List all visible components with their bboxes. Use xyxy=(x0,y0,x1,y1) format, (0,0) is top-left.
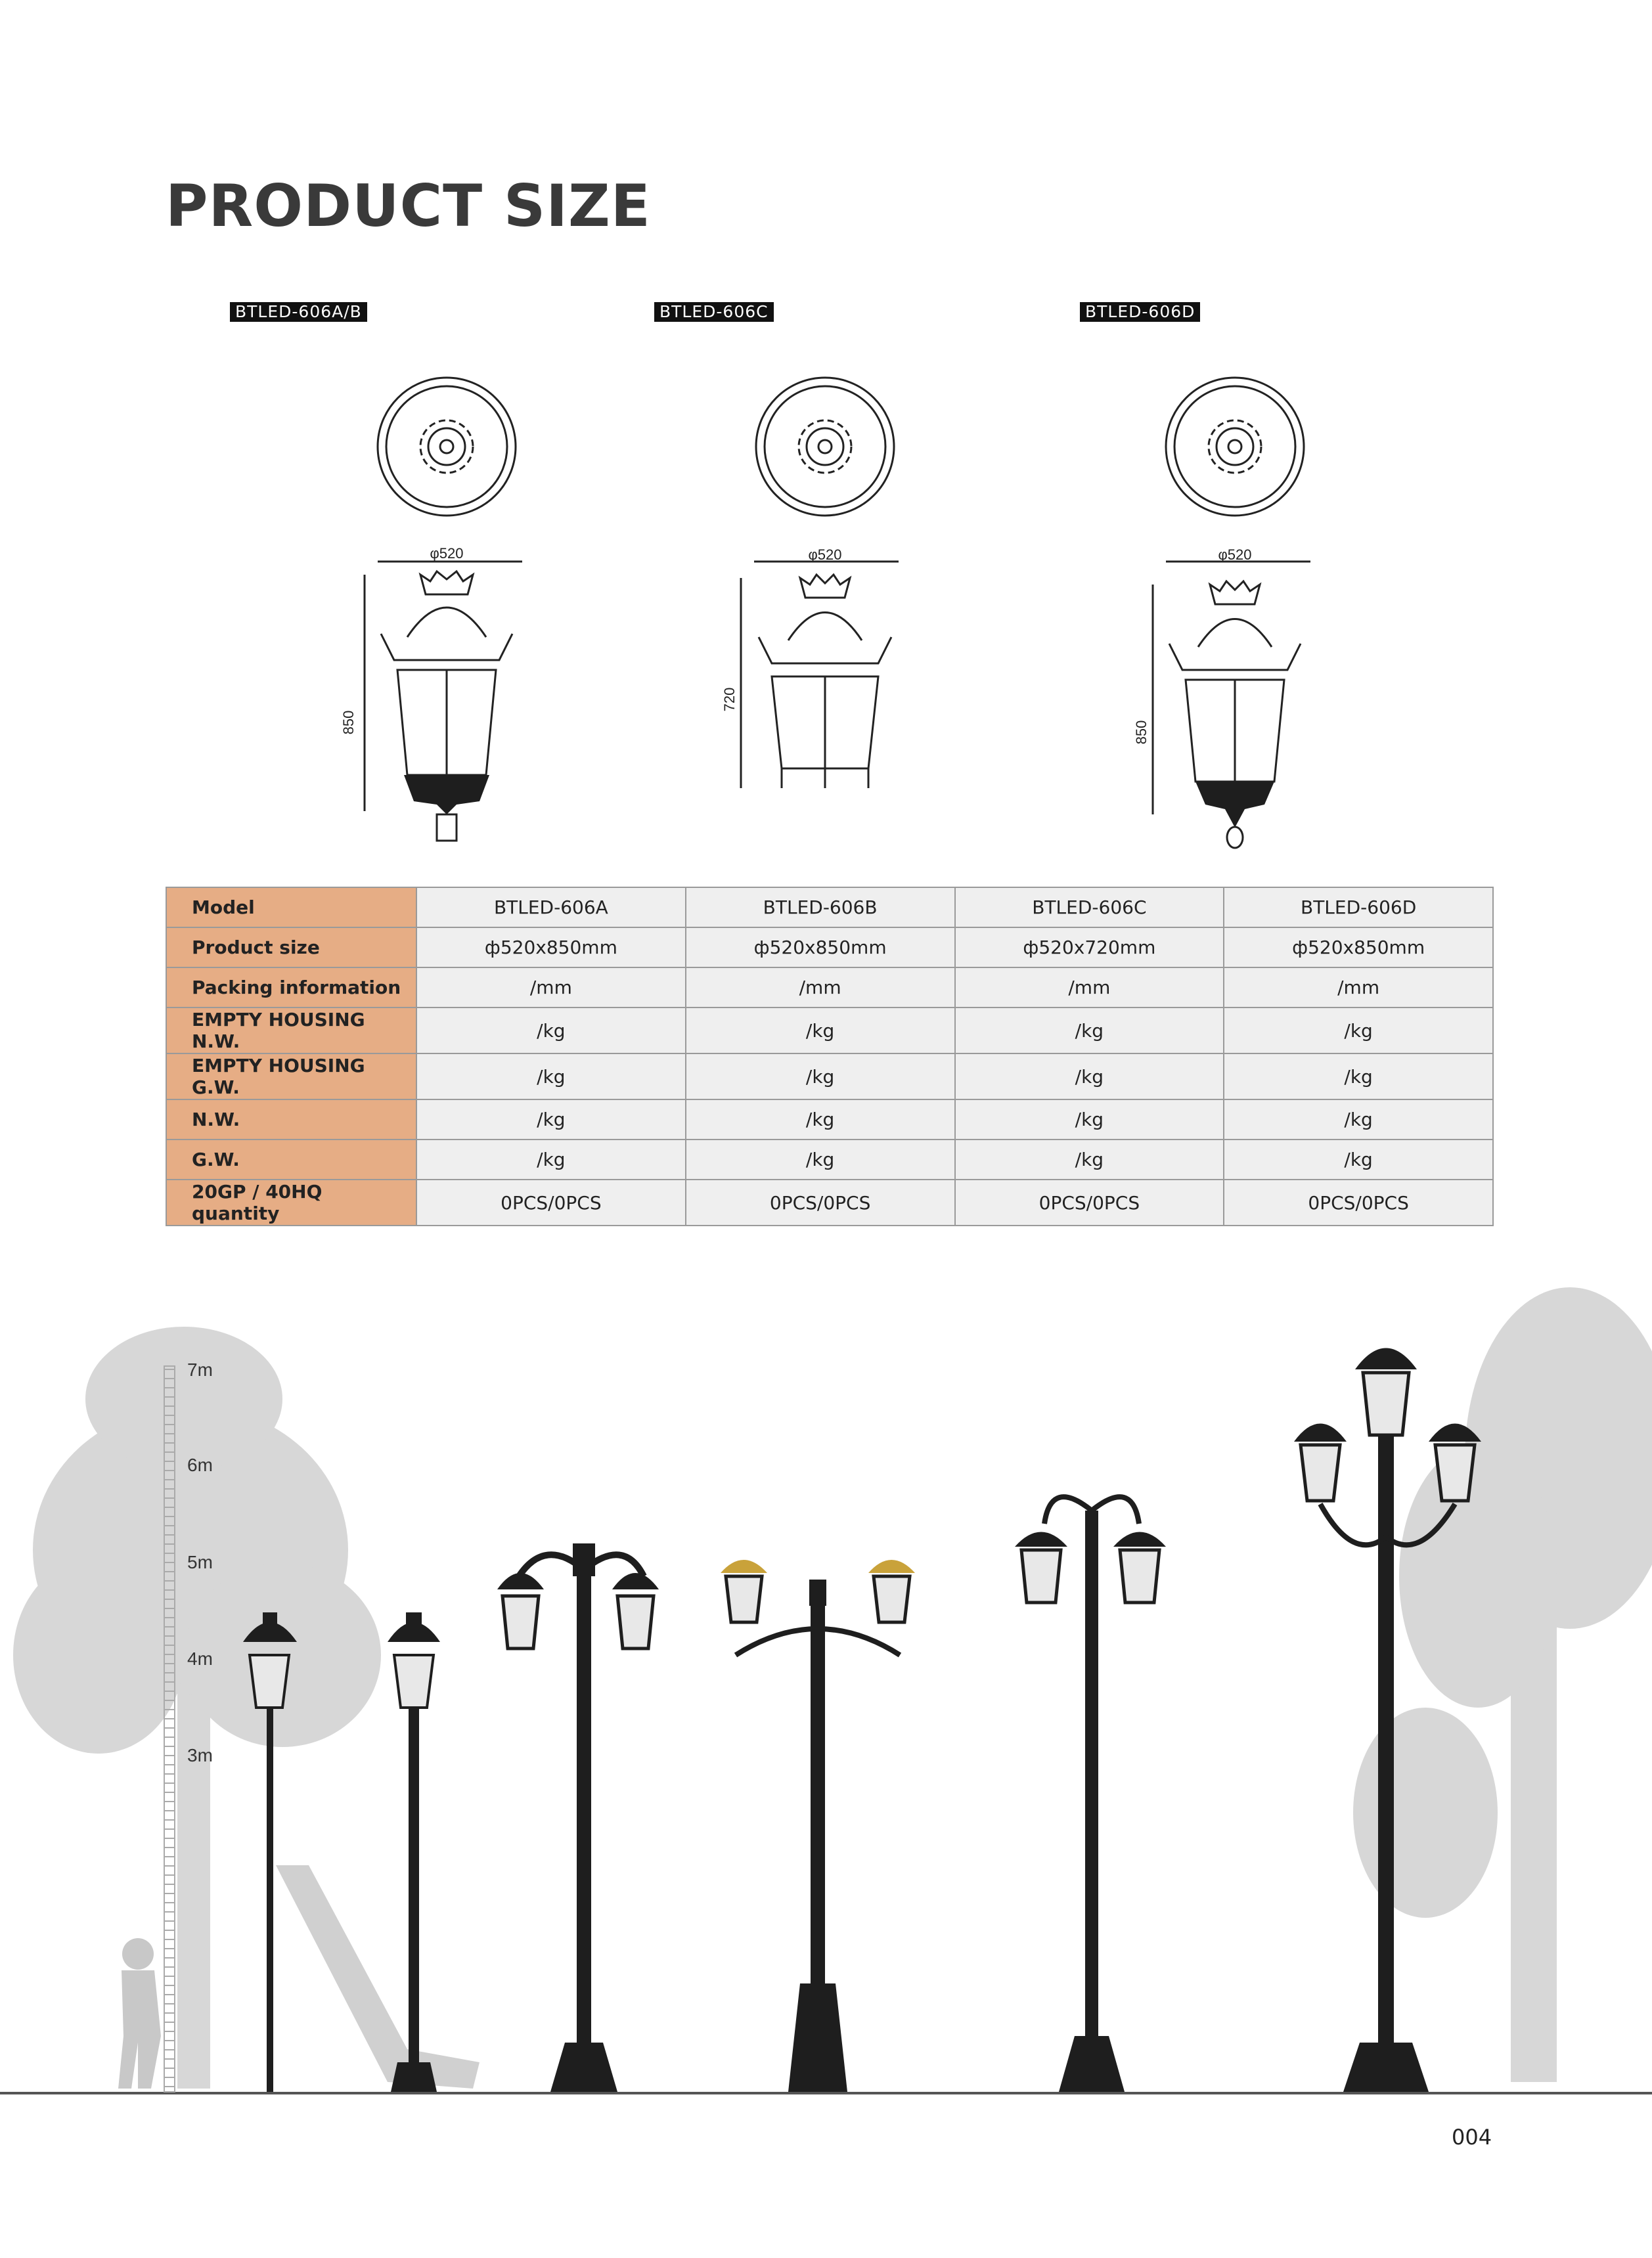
pole-double-black xyxy=(497,1543,659,2092)
diameter-label-606d: φ520 xyxy=(1218,546,1252,563)
top-view-outer xyxy=(378,378,516,516)
row-header: G.W. xyxy=(166,1140,416,1180)
table-cell: /mm xyxy=(955,967,1224,1007)
table-cell: ф520x850mm xyxy=(1224,927,1493,967)
scale-label-3m: 3m xyxy=(187,1745,213,1765)
table-cell: /kg xyxy=(416,1053,686,1099)
table-row xyxy=(166,1140,1493,1180)
model-tag-606d: BTLED-606D xyxy=(1080,302,1200,322)
scale-label-5m: 5m xyxy=(187,1552,213,1572)
scale-label-4m: 4m xyxy=(187,1649,213,1669)
row-header: EMPTY HOUSING N.W. xyxy=(166,1007,416,1053)
lamp-drawing-606ab xyxy=(342,368,539,854)
row-header: 20GP / 40HQ quantity xyxy=(166,1180,416,1226)
table-cell: /mm xyxy=(416,967,686,1007)
row-header: Packing information xyxy=(166,967,416,1007)
spec-table xyxy=(166,887,1494,1226)
model-tag-606ab: BTLED-606A/B xyxy=(230,302,367,322)
table-row xyxy=(166,927,1493,967)
table-cell: /kg xyxy=(1224,1099,1493,1140)
table-cell: BTLED-606C xyxy=(955,887,1224,927)
page-number: 004 xyxy=(1452,2125,1492,2150)
table-cell: /kg xyxy=(955,1099,1224,1140)
table-cell: /kg xyxy=(955,1053,1224,1099)
child-silhouette xyxy=(118,1938,161,2089)
row-header: EMPTY HOUSING G.W. xyxy=(166,1053,416,1099)
table-row xyxy=(166,1099,1493,1140)
pole-single xyxy=(388,1612,440,2092)
diameter-label-606c: φ520 xyxy=(808,546,842,563)
table-cell: ф520x850mm xyxy=(416,927,686,967)
table-cell: /kg xyxy=(686,1099,955,1140)
table-cell: /kg xyxy=(686,1053,955,1099)
table-cell: ф520x850mm xyxy=(686,927,955,967)
table-cell: /kg xyxy=(955,1007,1224,1053)
height-comparison-scene xyxy=(0,1287,1652,2102)
table-cell: /mm xyxy=(686,967,955,1007)
table-row xyxy=(166,887,1493,927)
row-header: N.W. xyxy=(166,1099,416,1140)
table-row xyxy=(166,1007,1493,1053)
table-cell: /kg xyxy=(416,1007,686,1053)
table-cell: /kg xyxy=(416,1099,686,1140)
height-label-606d: 850 xyxy=(1133,720,1150,745)
table-cell: /kg xyxy=(686,1140,955,1180)
slide xyxy=(276,1865,480,2089)
table-cell: /kg xyxy=(686,1007,955,1053)
table-cell: BTLED-606A xyxy=(416,887,686,927)
table-cell: 0PCS/0PCS xyxy=(416,1180,686,1226)
table-cell: /kg xyxy=(1224,1140,1493,1180)
table-cell: /kg xyxy=(955,1140,1224,1180)
page-title: PRODUCT SIZE xyxy=(166,172,651,240)
row-header: Model xyxy=(166,887,416,927)
table-row xyxy=(166,967,1493,1007)
height-label-606c: 720 xyxy=(721,687,738,712)
diameter-label-606ab: φ520 xyxy=(430,545,464,562)
table-cell: /kg xyxy=(416,1140,686,1180)
table-cell: 0PCS/0PCS xyxy=(1224,1180,1493,1226)
table-cell: BTLED-606B xyxy=(686,887,955,927)
row-header: Product size xyxy=(166,927,416,967)
lamp-drawing-606d xyxy=(1133,368,1340,854)
scale-label-7m: 7m xyxy=(187,1360,213,1380)
lamp-drawing-606c xyxy=(723,368,920,801)
table-cell: ф520x720mm xyxy=(955,927,1224,967)
table-cell: /kg xyxy=(1224,1007,1493,1053)
table-cell: 0PCS/0PCS xyxy=(686,1180,955,1226)
pole-double-tall xyxy=(1015,1497,1166,2092)
table-row xyxy=(166,1053,1493,1099)
table-cell: BTLED-606D xyxy=(1224,887,1493,927)
table-row xyxy=(166,1180,1493,1226)
pole-double-gold xyxy=(721,1560,915,2092)
table-cell: 0PCS/0PCS xyxy=(955,1180,1224,1226)
table-cell: /mm xyxy=(1224,967,1493,1007)
tree-left xyxy=(13,1327,381,2089)
scale-label-6m: 6m xyxy=(187,1455,213,1475)
ground-line xyxy=(0,2092,1652,2094)
height-label-606ab: 850 xyxy=(340,710,357,735)
table-cell: /kg xyxy=(1224,1053,1493,1099)
model-tag-606c: BTLED-606C xyxy=(654,302,774,322)
